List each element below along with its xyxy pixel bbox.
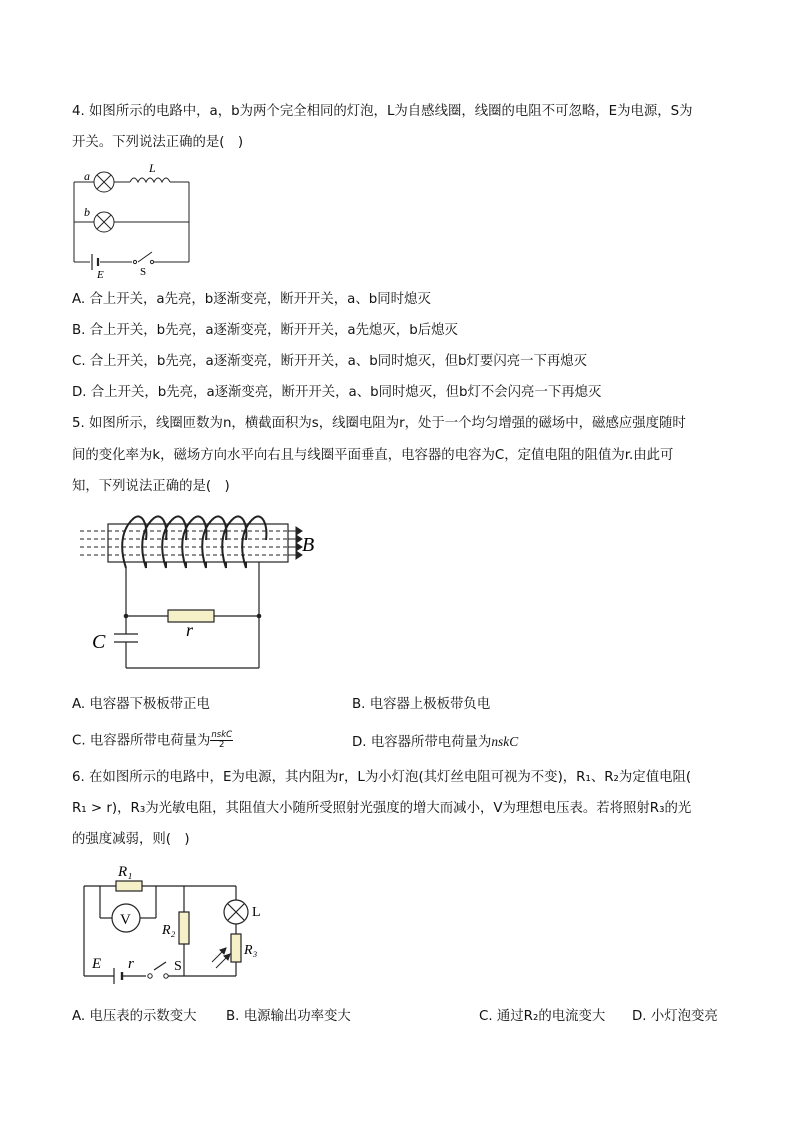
photoresistor-r3-icon xyxy=(231,934,241,962)
q5-option-b: B. 电容器上极板带负电 xyxy=(352,697,491,712)
q6-option-b: B. 电源输出功率变大 xyxy=(226,1009,351,1024)
lamp-a-icon xyxy=(94,172,114,192)
q5-stem-line1: 5. 如图所示，线圈匝数为n，横截面积为s，线圈电阻为r，处于一个均匀增强的磁场中，磁感应强度随时 xyxy=(72,416,686,431)
q4-stem-line2: 开关。下列说法正确的是( ) xyxy=(72,135,244,150)
lamp-b-icon xyxy=(94,212,114,232)
switch-icon xyxy=(133,260,153,263)
q4-label-S: S xyxy=(140,266,147,278)
q4-option-b: B. 合上开关，b先亮，a逐渐变亮，断开开关，a先熄灭，b后熄灭 xyxy=(72,323,458,338)
q5-option-a: A. 电容器下极板带正电 xyxy=(72,697,210,712)
q4-stem-line1: 4. 如图所示的电路中，a，b为两个完全相同的灯泡，L为自感线圈，线圈的电阻不可忽略，E为电源，S为 xyxy=(72,104,693,119)
q6-circuit-diagram xyxy=(76,862,266,987)
q6-label-R2: R₂ xyxy=(162,923,176,938)
q5-label-r: r xyxy=(186,620,194,640)
q6-stem-line3: 的强度减弱，则( ) xyxy=(72,832,190,847)
light-arrows-icon xyxy=(212,948,230,968)
q5-stem-line2: 间的变化率为k，磁场方向水平向右且与线圈平面垂直，电容器的电容为C，定值电阻的阻值为r.由此可 xyxy=(72,448,674,463)
voltmeter-icon xyxy=(112,904,140,932)
q6-option-d: D. 小灯泡变亮 xyxy=(632,1009,718,1024)
switch-icon xyxy=(148,974,168,978)
q6-label-r: r xyxy=(128,956,134,972)
battery-icon xyxy=(114,968,122,984)
q5-option-c-numerator: nskC xyxy=(211,730,233,740)
q5-option-d-text: D. 电容器所带电荷量为 xyxy=(352,735,492,750)
q5-option-c xyxy=(72,731,233,752)
q4-label-L: L xyxy=(149,161,156,175)
q5-coil-circuit-diagram xyxy=(76,510,326,675)
capacitor-icon xyxy=(114,634,138,642)
q6-label-V: V xyxy=(120,912,131,928)
q5-option-d-formula: nskC xyxy=(491,734,519,749)
q5-option-c-fraction xyxy=(210,731,233,750)
q4-label-b: b xyxy=(84,205,90,219)
q6-option-c: C. 通过R₂的电流变大 xyxy=(479,1009,606,1024)
q5-label-B: B xyxy=(302,534,315,556)
q5-option-c-text: C. 电容器所带电荷量为 xyxy=(72,733,211,749)
resistor-r1-icon xyxy=(116,881,142,891)
q6-stem-line2: R₁ > r)，R₃为光敏电阻，其阻值大小随所受照射光强度的增大而减小，V为理想电压表。若将照射R₃的光 xyxy=(72,801,692,816)
q6-label-R1: R₁ xyxy=(118,864,133,880)
q4-option-c: C. 合上开关，b先亮，a逐渐变亮，断开开关，a、b同时熄灭，但b灯要闪亮一下再熄灭 xyxy=(72,354,588,369)
q5-label-C: C xyxy=(92,631,106,653)
q4-option-d: D. 合上开关，b先亮，a逐渐变亮，断开开关，a、b同时熄灭，但b灯不会闪亮一下再熄灭 xyxy=(72,385,602,400)
q6-label-L: L xyxy=(252,905,261,920)
q4-option-a: A. 合上开关，a先亮，b逐渐变亮，断开开关，a、b同时熄灭 xyxy=(72,292,431,307)
q6-option-a: A. 电压表的示数变大 xyxy=(72,1009,197,1024)
q4-circuit-diagram xyxy=(70,160,200,280)
q6-stem-line1: 6. 在如图所示的电路中，E为电源，其内阻为r，L为小灯泡(其灯丝电阻可视为不变)，R₁、R₂为定值电阻( xyxy=(72,770,692,785)
q6-label-S: S xyxy=(174,959,182,974)
q5-stem-line3: 知，下列说法正确的是( ) xyxy=(72,479,230,494)
q6-label-E: E xyxy=(92,956,102,972)
battery-icon xyxy=(92,254,98,270)
field-arrow-icon xyxy=(288,527,302,559)
q5-option-c-denominator: 2 xyxy=(219,740,225,750)
solenoid-core xyxy=(108,524,288,562)
lamp-L-icon xyxy=(224,900,248,924)
resistor-r2-icon xyxy=(179,912,189,944)
q4-label-a: a xyxy=(84,169,90,183)
q4-label-E: E xyxy=(97,269,104,281)
q5-option-d xyxy=(352,732,518,753)
q6-label-R3: R₃ xyxy=(244,943,258,958)
